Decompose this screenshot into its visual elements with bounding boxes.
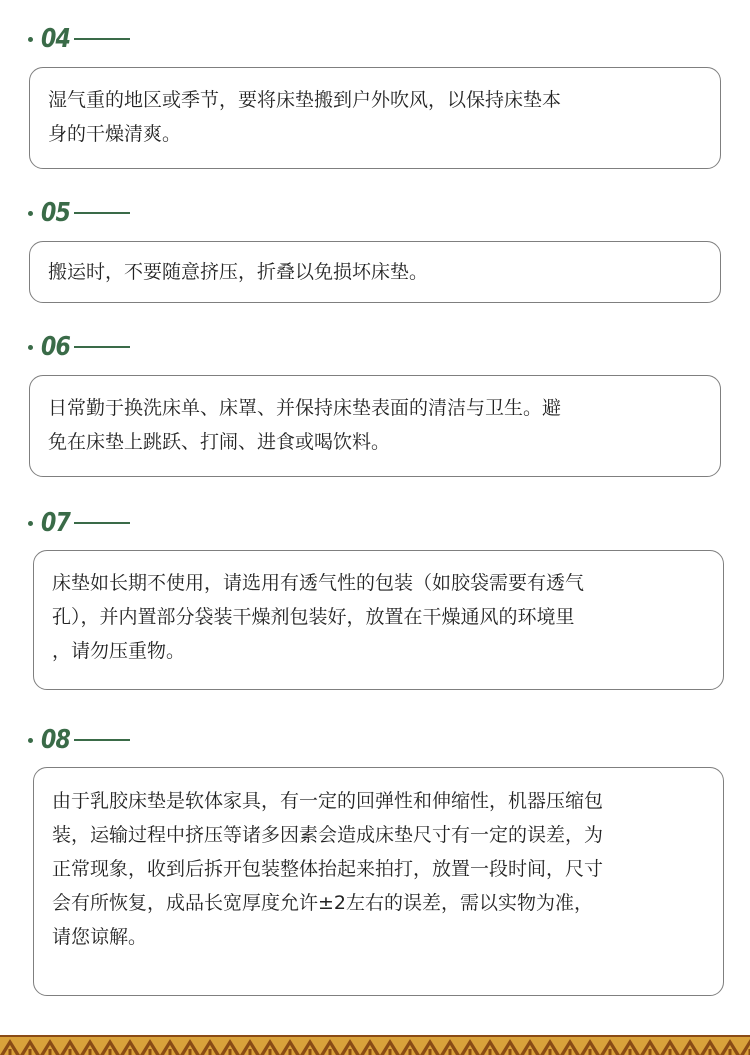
notice-text: 由于乳胶床垫是软体家具，有一定的回弹性和伸缩性，机器压缩包 装，运输过程中挤压等诸多因素会造成床垫尺寸有一定的误差，为 正常现象，收到后拆开包装整体抬起来拍打，放置一段时间，尺寸 会有所恢复，成品长宽厚度允许±2左右的误差，需以实物为准， 请您谅解。 — [52, 790, 604, 948]
bullet-dot-icon — [28, 738, 33, 743]
notice-text: 湿气重的地区或季节，要将床垫搬到户外吹风，以保持床垫本 身的干燥清爽。 — [48, 89, 562, 145]
section-number: 08 — [41, 725, 71, 755]
section-number: 06 — [41, 332, 71, 362]
section-number: 07 — [41, 508, 71, 538]
section-heading — [28, 196, 130, 230]
section-heading — [28, 723, 130, 757]
section-heading — [28, 22, 130, 56]
section-number: 04 — [41, 24, 71, 54]
bullet-dot-icon — [28, 345, 33, 350]
notice-box — [33, 550, 724, 690]
section-number: 05 — [41, 198, 71, 228]
section-heading — [28, 330, 130, 364]
notice-box — [29, 241, 721, 303]
bullet-dot-icon — [28, 37, 33, 42]
notice-text: 搬运时，不要随意挤压，折叠以免损坏床垫。 — [48, 261, 429, 283]
heading-rule — [74, 346, 130, 348]
bullet-dot-icon — [28, 211, 33, 216]
heading-rule — [74, 522, 130, 524]
notice-text: 日常勤于换洗床单、床罩、并保持床垫表面的清洁与卫生。避 免在床垫上跳跃、打闹、进食或喝饮料。 — [48, 397, 562, 453]
notice-box — [29, 67, 721, 169]
heading-rule — [74, 212, 130, 214]
notice-box — [29, 375, 721, 477]
heading-rule — [74, 38, 130, 40]
heading-rule — [74, 739, 130, 741]
notice-box — [33, 767, 724, 996]
tribal-pattern-icon — [0, 1035, 750, 1055]
bullet-dot-icon — [28, 521, 33, 526]
section-heading — [28, 506, 130, 540]
notice-text: 床垫如长期不使用，请选用有透气性的包装（如胶袋需要有透气 孔），并内置部分袋装干燥剂包装好，放置在干燥通风的环境里 ，请勿压重物。 — [52, 572, 585, 662]
